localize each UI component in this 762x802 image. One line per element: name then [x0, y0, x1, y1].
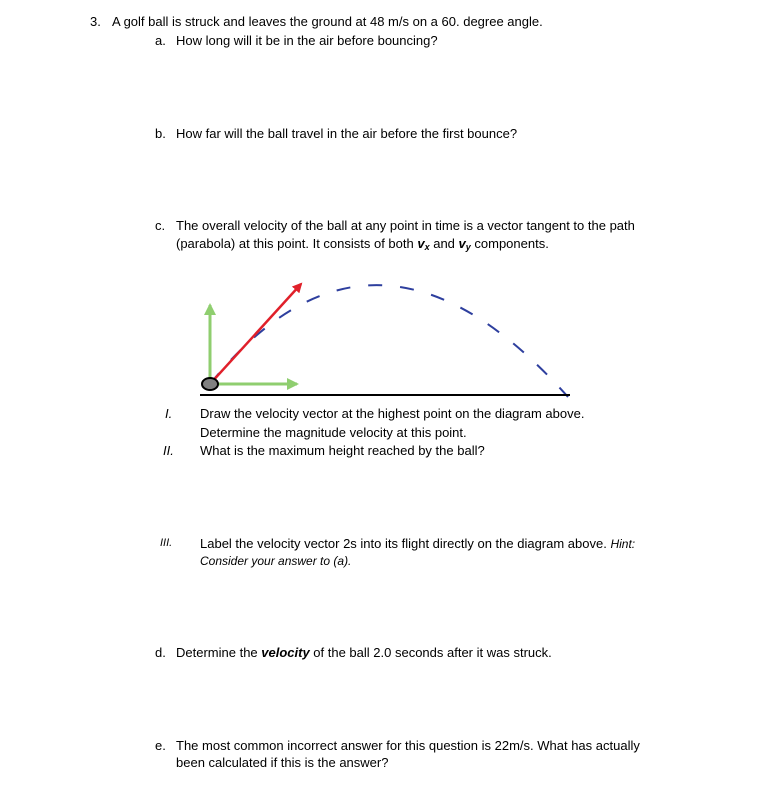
part-e-line1: The most common incorrect answer for this question is 22m/s. What has actually — [176, 738, 640, 753]
item-ii-line1: What is the maximum height reached by the ball? — [200, 443, 485, 458]
trajectory-path — [210, 285, 568, 397]
part-c-line1: The overall velocity of the ball at any point in time is a vector tangent to the path — [176, 218, 635, 233]
part-e-line2: been calculated if this is the answer? — [176, 755, 389, 770]
question-stem: A golf ball is struck and leaves the ground at 48 m/s on a 60. degree angle. — [112, 14, 543, 29]
item-i-line1: Draw the velocity vector at the highest point on the diagram above. — [200, 406, 585, 421]
part-a-text: How long will it be in the air before bouncing? — [176, 33, 438, 48]
part-c-label: c. — [155, 218, 166, 233]
item-iii-line1-text: Label the velocity vector 2s into its flight directly on the diagram above. — [200, 536, 611, 551]
vx-symbol: $v_x$ — [417, 236, 430, 252]
golf-ball — [202, 378, 218, 390]
part-c-and: and — [429, 236, 459, 251]
velocity-emphasis: velocity — [261, 645, 310, 660]
vy-symbol: $v_y$ — [458, 236, 471, 252]
part-b-text: How far will the ball travel in the air before the first bounce? — [176, 126, 518, 141]
part-b-label: b. — [155, 126, 166, 141]
part-c-line2-pre: (parabola) at this point. It consists of both — [176, 236, 418, 251]
item-ii-numeral: II. — [163, 443, 174, 458]
item-iii-line2: Consider your answer to (a). — [200, 554, 352, 568]
part-d-label: d. — [155, 645, 166, 660]
item-iii-line1 — [200, 535, 635, 553]
item-i-numeral: I. — [165, 406, 173, 421]
hint-label: Hint: — [610, 537, 636, 551]
part-c-line2-post: components. — [470, 236, 549, 251]
item-i-line2: Determine the magnitude velocity at this point. — [200, 425, 467, 440]
question-number: 3. — [90, 14, 101, 29]
item-iii-numeral: III. — [160, 537, 173, 549]
part-e-label: e. — [155, 738, 166, 753]
part-a-label: a. — [155, 33, 166, 48]
part-d-text: Determine the velocity of the ball 2.0 seconds after it was struck. — [176, 645, 552, 660]
velocity-vector — [210, 284, 301, 384]
